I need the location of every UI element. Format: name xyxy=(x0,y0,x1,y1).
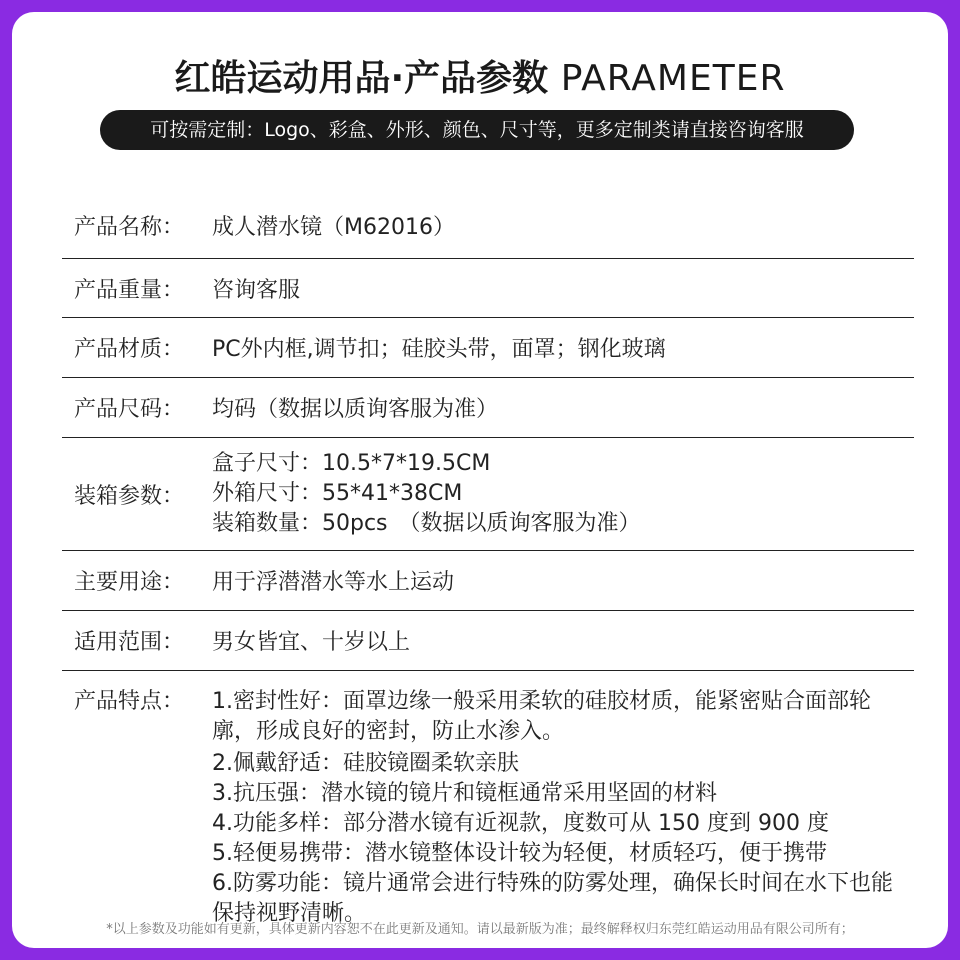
feature-item: 3.抗压强：潜水镜的镜片和镜框通常采用坚固的材料 xyxy=(212,781,717,806)
packing-quantity: 装箱数量：50pcs （数据以质询客服为准） xyxy=(212,511,641,536)
customization-banner: 可按需定制：Logo、彩盒、外形、颜色、尺寸等，更多定制类请直接咨询客服 xyxy=(100,110,854,150)
title-cn: 红皓运动用品·产品参数 xyxy=(174,58,549,99)
value-packing xyxy=(212,449,914,539)
value-product-size: 均码（数据以质询客服为准） xyxy=(212,397,499,422)
label-product-name: 产品名称： xyxy=(74,214,185,240)
label-product-size: 产品尺码： xyxy=(74,397,185,422)
label-applicable-range: 适用范围： xyxy=(74,630,185,655)
feature-item: 2.佩戴舒适：硅胶镜圈柔软亲肤 xyxy=(212,751,519,776)
value-features xyxy=(212,687,914,929)
packing-box-size: 盒子尺寸：10.5*7*19.5CM xyxy=(212,451,491,476)
feature-item: 1.密封性好：面罩边缘一般采用柔软的硅胶材质，能紧密贴合面部轮廓，形成良好的密封，防止水渗入。 xyxy=(212,689,871,744)
row-packing xyxy=(62,438,914,551)
page-title xyxy=(12,50,948,101)
label-features: 产品特点： xyxy=(74,689,185,714)
footnote: *以上参数及功能如有更新，具体更新内容恕不在此更新及通知。请以最新版为准；最终解释权归东莞红皓运动用品有限公司所有； xyxy=(106,922,854,937)
row-product-material xyxy=(62,318,914,378)
label-product-weight: 产品重量： xyxy=(74,277,185,303)
feature-item: 5.轻便易携带：潜水镜整体设计较为轻便，材质轻巧，便于携带 xyxy=(212,841,827,866)
parameter-table xyxy=(62,192,914,929)
row-product-weight xyxy=(62,259,914,318)
row-features xyxy=(62,671,914,929)
feature-item: 6.防雾功能：镜片通常会进行特殊的防雾处理，确保长时间在水下也能保持视野清晰。 xyxy=(212,871,893,926)
row-applicable-range xyxy=(62,611,914,671)
row-main-use xyxy=(62,551,914,611)
value-product-material: PC外内框,调节扣；硅胶头带，面罩；钢化玻璃 xyxy=(212,337,666,362)
row-product-size xyxy=(62,378,914,438)
title-en: PARAMETER xyxy=(560,58,786,99)
feature-item: 4.功能多样：部分潜水镜有近视款，度数可从 150 度到 900 度 xyxy=(212,811,829,836)
row-product-name xyxy=(62,192,914,259)
parameter-card xyxy=(12,12,948,948)
value-main-use: 用于浮潜潜水等水上运动 xyxy=(212,570,455,595)
value-applicable-range: 男女皆宜、十岁以上 xyxy=(212,630,411,655)
label-packing: 装箱参数： xyxy=(74,483,185,509)
label-product-material: 产品材质： xyxy=(74,337,185,362)
label-main-use: 主要用途： xyxy=(74,570,185,595)
value-product-weight: 咨询客服 xyxy=(212,277,301,303)
packing-carton-size: 外箱尺寸：55*41*38CM xyxy=(212,481,463,506)
value-product-name: 成人潜水镜（M62016） xyxy=(212,214,455,240)
